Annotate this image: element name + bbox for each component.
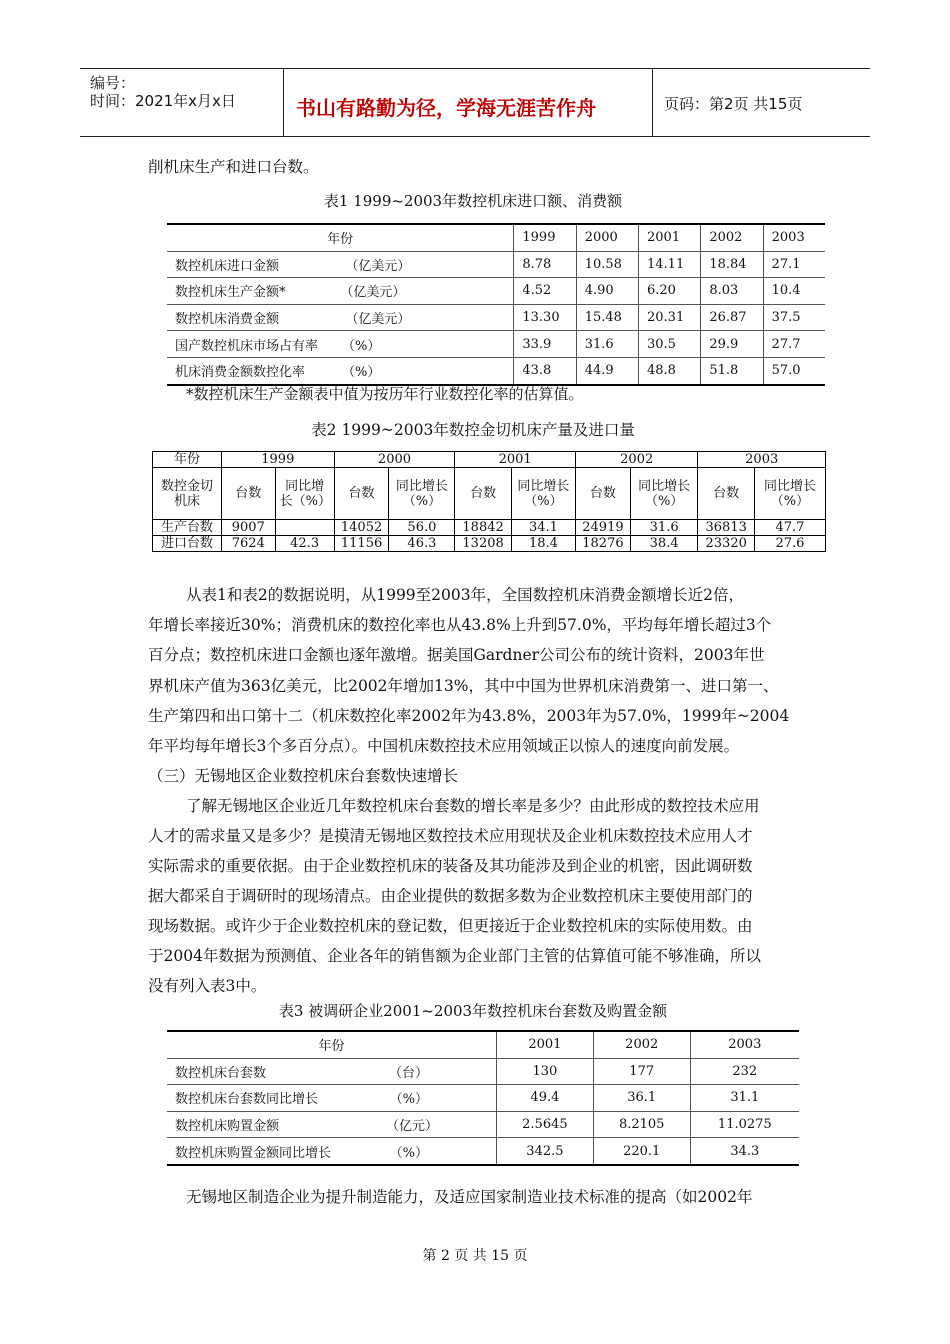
table-cell: 18.84 — [701, 251, 763, 278]
table-row — [167, 357, 825, 384]
table-row — [153, 520, 826, 536]
table-cell: 33.9 — [514, 331, 576, 358]
table1-header-row — [167, 224, 825, 251]
table-cell: 30.5 — [639, 331, 701, 358]
table-cell: 15.48 — [576, 304, 638, 331]
table-cell: 31.1 — [690, 1085, 799, 1112]
table2-year: 1999 — [221, 452, 334, 468]
table-row — [167, 278, 825, 305]
closing-line: 无锡地区制造企业为提升制造能力，及适应国家制造业技术标准的提高（如2002年 — [186, 1188, 753, 1206]
table-cell: 34.1 — [511, 520, 575, 536]
intro-line: 削机床生产和进口台数。 — [148, 158, 319, 176]
table3-caption: 表3 被调研企业2001~2003年数控机床台套数及购置金额 — [278, 1002, 668, 1020]
table1-year: 2003 — [763, 224, 825, 251]
table3-year: 2001 — [497, 1031, 594, 1058]
table-cell: 27.6 — [754, 536, 825, 552]
table-cell: 232 — [690, 1058, 799, 1085]
header-top-rule — [80, 68, 870, 69]
table-cell: 47.7 — [754, 520, 825, 536]
table1-year: 2002 — [701, 224, 763, 251]
row-label-text: 机床消费金额数控化率 — [175, 365, 306, 381]
table-row — [167, 331, 825, 358]
paragraph1-line: 年增长率接近30%；消费机床的数控化率也从43.8%上升到57.0%，平均每年增长超过3个 — [148, 616, 772, 634]
table2-row-label: 生产台数 — [153, 520, 222, 536]
table1-row-label — [167, 331, 514, 358]
table-cell: 4.52 — [514, 278, 576, 305]
table1-year: 2000 — [576, 224, 638, 251]
table-cell: 342.5 — [497, 1138, 594, 1165]
row-unit: （%） — [342, 338, 381, 354]
table-cell: 6.20 — [639, 278, 701, 305]
table-row — [167, 1058, 799, 1085]
table-cell: 57.0 — [763, 357, 825, 384]
table2-row-header: 数控金切机床 — [153, 468, 222, 520]
header-page-info: 页码：第2页 共15页 — [664, 95, 803, 113]
table-cell: 4.90 — [576, 278, 638, 305]
table-cell: 49.4 — [497, 1085, 594, 1112]
table-cell: 51.8 — [701, 357, 763, 384]
table1-row-label — [167, 278, 514, 305]
header-bottom-rule — [80, 136, 870, 137]
row-unit: （亿美元） — [345, 258, 411, 274]
table1-year: 2001 — [639, 224, 701, 251]
table2-subheader-row — [153, 468, 826, 520]
table3-row-label — [167, 1111, 497, 1138]
row-unit: （%） — [342, 365, 381, 381]
table-cell: 36.1 — [593, 1085, 690, 1112]
table-cell: 10.58 — [576, 251, 638, 278]
table1-row-label — [167, 357, 514, 384]
header-motto: 书山有路勤为径，学海无涯苦作舟 — [296, 96, 596, 120]
table3-header-label: 年份 — [318, 1039, 345, 1055]
table1-note: *数控机床生产金额表中值为按历年行业数控化率的估算值。 — [186, 385, 584, 403]
paragraph1-line: 从表1和表2的数据说明，从1999至2003年，全国数控机床消费金额增长近2倍， — [186, 586, 744, 604]
table-cell: 27.7 — [763, 331, 825, 358]
table-cell: 220.1 — [593, 1138, 690, 1165]
table2-year: 2002 — [576, 452, 698, 468]
paragraph1-line: 百分点；数控机床进口金额也逐年激增。据美国Gardner公司公布的统计资料，2003年世 — [148, 646, 765, 664]
table-cell: 46.3 — [389, 536, 455, 552]
paragraph2-line: 现场数据。或许少于企业数控机床的登记数，但更接近于企业数控机床的实际使用数。由 — [148, 917, 753, 935]
table2-year-row — [153, 452, 826, 468]
paragraph2-line: 据大都采自于调研时的现场清点。由企业提供的数据多数为企业数控机床主要使用部门的 — [148, 887, 753, 905]
table-cell: 11156 — [334, 536, 389, 552]
table2-year-label: 年份 — [153, 452, 222, 468]
table3 — [167, 1030, 799, 1166]
paragraph1-line: 年平均每年增长3个多百分点）。中国机床数控技术应用领域正以惊人的速度向前发展。 — [148, 737, 740, 755]
table2-col-count: 台数 — [334, 468, 389, 520]
table-cell: 8.03 — [701, 278, 763, 305]
table1 — [167, 223, 825, 386]
table-cell: 20.31 — [639, 304, 701, 331]
table2-col-count: 台数 — [221, 468, 275, 520]
table-row — [153, 536, 826, 552]
table-cell: 18842 — [455, 520, 512, 536]
table-cell: 8.78 — [514, 251, 576, 278]
row-label-text: 数控机床台套数同比增长 — [175, 1092, 319, 1108]
table-cell: 48.8 — [639, 357, 701, 384]
table-cell — [275, 520, 334, 536]
table3-row-label — [167, 1138, 497, 1165]
table2 — [152, 451, 826, 552]
table3-row-label — [167, 1058, 497, 1085]
row-label-text: 数控机床台套数 — [175, 1065, 267, 1081]
table-cell: 24919 — [576, 520, 631, 536]
table-cell: 27.1 — [763, 251, 825, 278]
table-cell: 43.8 — [514, 357, 576, 384]
row-unit: （亿美元） — [340, 285, 406, 301]
row-unit: （台） — [388, 1065, 428, 1081]
table-cell: 44.9 — [576, 357, 638, 384]
table2-col-growth: 同比增长（%） — [511, 468, 575, 520]
table2-row-label: 进口台数 — [153, 536, 222, 552]
row-label-text: 数控机床购置金额 — [175, 1119, 280, 1135]
table-cell: 23320 — [698, 536, 755, 552]
table-cell: 14.11 — [639, 251, 701, 278]
table-cell: 56.0 — [389, 520, 455, 536]
row-label-text: 数控机床进口金额 — [175, 258, 280, 274]
table2-col-count: 台数 — [576, 468, 631, 520]
table-cell: 130 — [497, 1058, 594, 1085]
table2-caption: 表2 1999~2003年数控金切机床产量及进口量 — [311, 421, 635, 439]
table3-year: 2003 — [690, 1031, 799, 1058]
table-cell: 34.3 — [690, 1138, 799, 1165]
table2-col-growth: 同比增长（%） — [275, 468, 334, 520]
table2-col-growth: 同比增长（%） — [389, 468, 455, 520]
table2-col-count: 台数 — [698, 468, 755, 520]
table2-year: 2003 — [698, 452, 826, 468]
table-cell: 31.6 — [576, 331, 638, 358]
table2-col-growth: 同比增长（%） — [630, 468, 698, 520]
section-heading: （三）无锡地区企业数控机床台套数快速增长 — [148, 767, 459, 785]
row-unit: （%） — [389, 1145, 428, 1161]
table-cell: 11.0275 — [690, 1111, 799, 1138]
table-cell: 14052 — [334, 520, 389, 536]
table-row — [167, 251, 825, 278]
table-cell: 13208 — [455, 536, 512, 552]
table-cell: 2.5645 — [497, 1111, 594, 1138]
paragraph2-line: 人才的需求量又是多少？是摸清无锡地区数控技术应用现状及企业机床数控技术应用人才 — [148, 827, 753, 845]
table-cell: 9007 — [221, 520, 275, 536]
row-unit: （亿元） — [385, 1119, 438, 1135]
table-cell: 10.4 — [763, 278, 825, 305]
table-cell: 8.2105 — [593, 1111, 690, 1138]
table-row — [167, 1085, 799, 1112]
row-label-text: 国产数控机床市场占有率 — [175, 338, 319, 354]
table-cell: 13.30 — [514, 304, 576, 331]
row-label-text: 数控机床生产金额* — [175, 285, 286, 301]
table-cell: 26.87 — [701, 304, 763, 331]
paragraph2-line: 没有列入表3中。 — [148, 977, 267, 995]
table-cell: 38.4 — [630, 536, 698, 552]
header-divider-2 — [652, 68, 653, 136]
row-label-text: 数控机床消费金额 — [175, 312, 280, 328]
table-cell: 37.5 — [763, 304, 825, 331]
table2-col-growth: 同比增长（%） — [754, 468, 825, 520]
row-unit: （%） — [389, 1092, 428, 1108]
table-cell: 36813 — [698, 520, 755, 536]
table-cell: 177 — [593, 1058, 690, 1085]
paragraph1-line: 界机床产值为363亿美元，比2002年增加13%，其中中国为世界机床消费第一、进口第一、 — [148, 677, 779, 695]
header-time-label: 时间：2021年x月x日 — [90, 92, 236, 110]
table2-year: 2001 — [455, 452, 576, 468]
page-footer: 第 2 页 共 15 页 — [422, 1248, 528, 1264]
table1-caption: 表1 1999~2003年数控机床进口额、消费额 — [323, 192, 623, 210]
table-cell: 18276 — [576, 536, 631, 552]
row-unit: （亿美元） — [345, 312, 411, 328]
table1-year: 1999 — [514, 224, 576, 251]
header-number-label: 编号： — [90, 74, 136, 92]
table-cell: 42.3 — [275, 536, 334, 552]
table1-header-label: 年份 — [327, 232, 354, 248]
paragraph2-line: 了解无锡地区企业近几年数控机床台套数的增长率是多少？由此形成的数控技术应用 — [186, 797, 760, 815]
table3-year: 2002 — [593, 1031, 690, 1058]
table3-row-label — [167, 1085, 497, 1112]
paragraph2-line: 实际需求的重要依据。由于企业数控机床的装备及其功能涉及到企业的机密，因此调研数 — [148, 857, 753, 875]
row-label-text: 数控机床购置金额同比增长 — [175, 1145, 332, 1161]
table-cell: 7624 — [221, 536, 275, 552]
table-cell: 31.6 — [630, 520, 698, 536]
table-row — [167, 1138, 799, 1165]
table1-row-label — [167, 251, 514, 278]
header-divider-1 — [283, 68, 284, 136]
table2-year: 2000 — [334, 452, 455, 468]
paragraph1-line: 生产第四和出口第十二（机床数控化率2002年为43.8%，2003年为57.0%，1999年~2004 — [148, 707, 790, 725]
table-row — [167, 1111, 799, 1138]
paragraph2-line: 于2004年数据为预测值、企业各年的销售额为企业部门主管的估算值可能不够准确，所以 — [148, 947, 761, 965]
table-cell: 18.4 — [511, 536, 575, 552]
table1-row-label — [167, 304, 514, 331]
table3-header-row — [167, 1031, 799, 1058]
table2-col-count: 台数 — [455, 468, 512, 520]
table-row — [167, 304, 825, 331]
table-cell: 29.9 — [701, 331, 763, 358]
